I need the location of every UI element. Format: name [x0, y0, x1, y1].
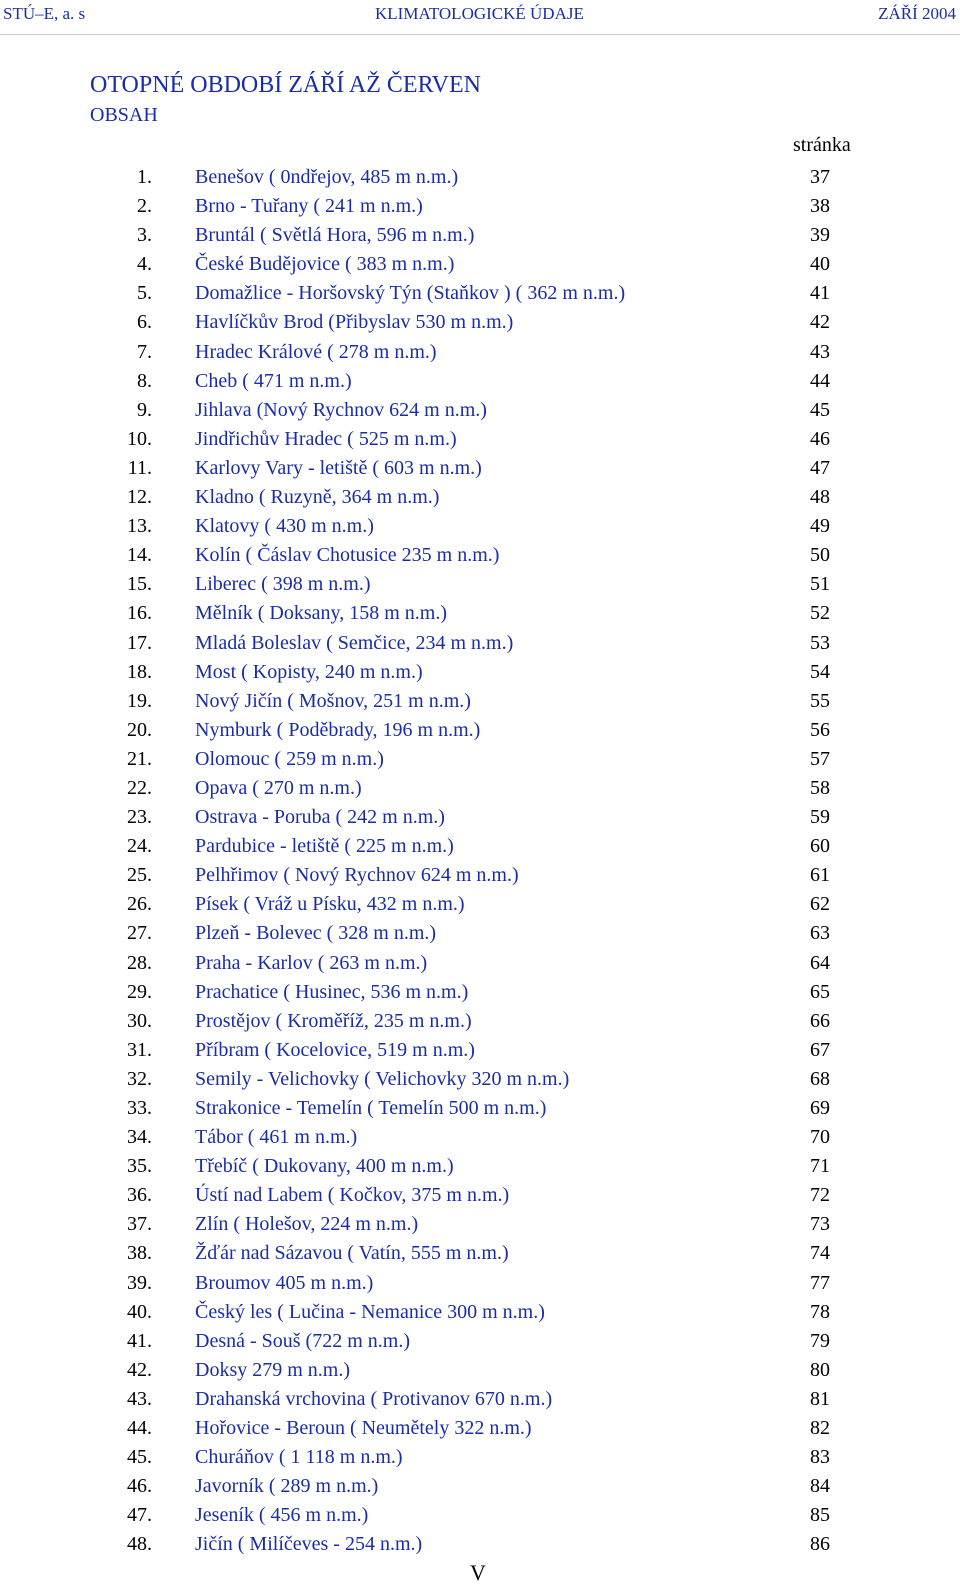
entry-page-number: 86 [810, 1533, 830, 1556]
entry-station-name: Tábor ( 461 m n.m.) [195, 1126, 358, 1149]
entry-station-name: Strakonice - Temelín ( Temelín 500 m n.m.) [195, 1097, 547, 1119]
entry-page-number: 79 [810, 1329, 830, 1352]
toc-entry[interactable] [0, 745, 960, 774]
entry-station-name: Jindřichův Hradec ( 525 m n.m.) [195, 427, 457, 450]
toc-entry[interactable] [0, 454, 960, 483]
toc-entry[interactable] [0, 1094, 960, 1123]
entry-station-name: Třebíč ( Dukovany, 400 m n.m.) [195, 1155, 454, 1178]
entry-page-number: 55 [810, 689, 830, 712]
toc-entry[interactable] [0, 949, 960, 978]
entry-number: 7. [137, 340, 152, 363]
toc-entry[interactable] [0, 1036, 960, 1065]
entry-station-name: Kladno ( Ruzyně, 364 m n.m.) [195, 486, 440, 509]
entry-station-name: Domažlice - Horšovský Týn (Staňkov ) ( 362 m n.m.) [195, 282, 626, 305]
toc-entry[interactable] [0, 541, 960, 570]
entry-number: 30. [127, 1009, 152, 1032]
entry-station-name: Pardubice - letiště ( 225 m n.m.) [195, 835, 454, 858]
entry-number: 22. [127, 776, 152, 799]
entry-station-name: Semily - Velichovky ( Velichovky 320 m n.m.) [195, 1067, 570, 1090]
toc-entry[interactable] [0, 1152, 960, 1181]
entry-station-name: Plzeň - Bolevec ( 328 m n.m.) [195, 922, 437, 945]
toc-entry[interactable] [0, 1472, 960, 1501]
toc-entry[interactable] [0, 1501, 960, 1530]
entry-station-name: Most ( Kopisty, 240 m n.m.) [195, 660, 423, 683]
entry-number: 32. [127, 1067, 152, 1090]
entry-page-number: 70 [810, 1126, 830, 1149]
toc-entry[interactable] [0, 774, 960, 803]
entry-number: 23. [127, 806, 152, 829]
toc-entry[interactable] [0, 716, 960, 745]
toc-entry[interactable] [0, 1327, 960, 1356]
page-column-label: stránka [793, 134, 851, 156]
toc-entry[interactable] [0, 861, 960, 890]
entry-number: 20. [127, 718, 152, 741]
entry-number: 6. [137, 311, 152, 334]
entry-number: 11. [127, 456, 152, 479]
toc-entry[interactable] [0, 832, 960, 861]
entry-station-name: Praha - Karlov ( 263 m n.m.) [195, 951, 428, 974]
entry-station-name: Žďár nad Sázavou ( Vatín, 555 m n.m.) [195, 1242, 509, 1265]
entry-number: 35. [127, 1155, 152, 1178]
entry-station-name: Doksy 279 m n.m.) [195, 1358, 350, 1381]
entry-page-number: 69 [810, 1097, 830, 1119]
toc-entry[interactable] [0, 1123, 960, 1152]
entry-number: 25. [127, 864, 152, 887]
entry-number: 43. [127, 1387, 152, 1410]
entry-page-number: 81 [810, 1387, 830, 1410]
entry-page-number: 62 [810, 893, 830, 916]
page-header [0, 4, 960, 34]
entry-number: 42. [127, 1358, 152, 1381]
entry-number: 4. [137, 253, 152, 276]
entry-number: 26. [127, 893, 152, 916]
entry-station-name: Mělník ( Doksany, 158 m n.m.) [195, 602, 448, 625]
entry-page-number: 37 [810, 166, 830, 188]
entry-number: 8. [137, 369, 152, 392]
entry-station-name: Hořovice - Beroun ( Neumětely 322 n.m.) [195, 1417, 532, 1440]
header-divider [0, 34, 960, 35]
toc-entry[interactable] [0, 250, 960, 279]
entry-number: 47. [127, 1504, 152, 1527]
toc-entry[interactable] [0, 221, 960, 250]
entry-page-number: 80 [810, 1358, 830, 1381]
entry-station-name: Hradec Králové ( 278 m n.m.) [195, 340, 437, 363]
entry-number: 37. [127, 1213, 152, 1236]
toc-entry[interactable] [0, 1530, 960, 1559]
entry-page-number: 73 [810, 1213, 830, 1236]
entry-station-name: Klatovy ( 430 m n.m.) [195, 515, 374, 538]
entry-page-number: 58 [810, 776, 830, 799]
entry-page-number: 43 [810, 340, 830, 363]
toc-entry[interactable] [0, 483, 960, 512]
toc-entry[interactable] [0, 1356, 960, 1385]
entry-page-number: 38 [810, 195, 830, 218]
entry-station-name: Churáňov ( 1 118 m n.m.) [195, 1446, 403, 1469]
entry-station-name: Pelhřimov ( Nový Rychnov 624 m n.m.) [195, 864, 519, 887]
contents-heading: OBSAH [90, 104, 158, 126]
entry-station-name: Olomouc ( 259 m n.m.) [195, 747, 384, 770]
entry-station-name: Desná - Souš (722 m n.m.) [195, 1329, 410, 1352]
entry-number: 28. [127, 951, 152, 974]
entry-number: 36. [127, 1184, 152, 1207]
toc-entry[interactable] [0, 512, 960, 541]
toc-entry[interactable] [0, 978, 960, 1007]
entry-page-number: 84 [810, 1475, 830, 1498]
entry-number: 34. [127, 1126, 152, 1149]
entry-station-name: Nymburk ( Poděbrady, 196 m n.m.) [195, 718, 481, 741]
toc-entry[interactable] [0, 1239, 960, 1268]
toc-entry[interactable] [0, 1414, 960, 1443]
entry-station-name: Ústí nad Labem ( Kočkov, 375 m n.m.) [195, 1184, 510, 1207]
entry-page-number: 49 [810, 515, 830, 538]
toc-entry[interactable] [0, 890, 960, 919]
entry-page-number: 82 [810, 1417, 830, 1440]
toc-entry[interactable] [0, 1181, 960, 1210]
document-title: OTOPNÉ OBDOBÍ ZÁŘÍ AŽ ČERVEN [90, 72, 481, 98]
entry-station-name: Jeseník ( 456 m n.m.) [195, 1504, 369, 1527]
entry-page-number: 56 [810, 718, 830, 741]
entry-number: 46. [127, 1475, 152, 1498]
entry-page-number: 40 [810, 253, 830, 276]
entry-number: 5. [137, 282, 152, 305]
toc-entry[interactable] [0, 1298, 960, 1327]
toc-entry[interactable] [0, 803, 960, 832]
entry-station-name: Benešov ( 0ndřejov, 485 m n.m.) [195, 166, 459, 188]
entry-page-number: 52 [810, 602, 830, 625]
entry-page-number: 46 [810, 427, 830, 450]
entry-number: 29. [127, 980, 152, 1003]
entry-station-name: Písek ( Vráž u Písku, 432 m n.m.) [195, 893, 465, 916]
toc-entry[interactable] [0, 1210, 960, 1239]
entry-number: 40. [127, 1300, 152, 1323]
entry-page-number: 61 [810, 864, 830, 887]
entry-number: 14. [127, 544, 152, 567]
entry-number: 10. [127, 427, 152, 450]
entry-number: 15. [127, 573, 152, 596]
toc-entry[interactable] [0, 279, 960, 308]
entry-page-number: 74 [810, 1242, 830, 1265]
entry-station-name: Drahanská vrchovina ( Protivanov 670 n.m.) [195, 1387, 553, 1410]
entry-page-number: 72 [810, 1184, 830, 1207]
entry-number: 21. [127, 747, 152, 770]
entry-station-name: Liberec ( 398 m n.m.) [195, 573, 371, 596]
entry-station-name: Havlíčkův Brod (Přibyslav 530 m n.m.) [195, 311, 514, 334]
entry-number: 33. [127, 1097, 152, 1119]
entry-page-number: 83 [810, 1446, 830, 1469]
header-section-title: KLIMATOLOGICKÉ ÚDAJE [375, 4, 584, 23]
entry-station-name: Nový Jičín ( Mošnov, 251 m n.m.) [195, 689, 471, 712]
entry-station-name: Zlín ( Holešov, 224 m n.m.) [195, 1213, 419, 1236]
toc-entry[interactable] [0, 687, 960, 716]
toc-entry[interactable] [0, 599, 960, 628]
entry-number: 27. [127, 922, 152, 945]
entry-page-number: 66 [810, 1009, 830, 1032]
entry-number: 19. [127, 689, 152, 712]
toc-entry[interactable] [0, 1007, 960, 1036]
entry-number: 31. [127, 1038, 152, 1061]
entry-station-name: Ostrava - Poruba ( 242 m n.m.) [195, 806, 445, 829]
toc-entry[interactable] [0, 1065, 960, 1094]
entry-page-number: 51 [810, 573, 830, 596]
entry-station-name: Příbram ( Kocelovice, 519 m n.m.) [195, 1038, 475, 1061]
entry-station-name: Jičín ( Milíčeves - 254 n.m.) [195, 1533, 423, 1556]
entry-station-name: Jihlava (Nový Rychnov 624 m n.m.) [195, 398, 487, 421]
entry-page-number: 42 [810, 311, 830, 334]
entry-page-number: 54 [810, 660, 830, 683]
entry-station-name: Prachatice ( Husinec, 536 m n.m.) [195, 980, 469, 1003]
entry-page-number: 44 [810, 369, 830, 392]
entry-station-name: Český les ( Lučina - Nemanice 300 m n.m.) [195, 1300, 545, 1323]
toc-entry[interactable] [0, 919, 960, 948]
toc-entry[interactable] [0, 425, 960, 454]
entry-station-name: Opava ( 270 m n.m.) [195, 776, 362, 799]
header-organization: STÚ–E, a. s [3, 4, 86, 23]
entry-station-name: Broumov 405 m n.m.) [195, 1271, 374, 1294]
entry-page-number: 85 [810, 1504, 830, 1527]
table-of-contents [0, 163, 960, 1560]
entry-page-number: 48 [810, 486, 830, 509]
entry-page-number: 77 [810, 1271, 830, 1294]
entry-station-name: Prostějov ( Kroměříž, 235 m n.m.) [195, 1009, 472, 1032]
entry-number: 39. [127, 1271, 152, 1294]
entry-page-number: 45 [810, 398, 830, 421]
entry-page-number: 53 [810, 631, 830, 654]
entry-page-number: 65 [810, 980, 830, 1003]
entry-page-number: 57 [810, 747, 830, 770]
entry-number: 48. [127, 1533, 152, 1556]
entry-station-name: Bruntál ( Světlá Hora, 596 m n.m.) [195, 224, 475, 247]
entry-number: 9. [137, 398, 152, 421]
toc-entry[interactable] [0, 192, 960, 221]
entry-page-number: 67 [810, 1038, 830, 1061]
entry-number: 45. [127, 1446, 152, 1469]
header-date: ZÁŘÍ 2004 [878, 4, 956, 23]
entry-station-name: Kolín ( Čáslav Chotusice 235 m n.m.) [195, 544, 500, 567]
entry-number: 3. [137, 224, 152, 247]
entry-number: 44. [127, 1417, 152, 1440]
entry-page-number: 64 [810, 951, 830, 974]
entry-number: 1. [137, 166, 152, 188]
entry-station-name: Cheb ( 471 m n.m.) [195, 369, 352, 392]
entry-page-number: 47 [810, 456, 830, 479]
toc-entry[interactable] [0, 1385, 960, 1414]
entry-number: 17. [127, 631, 152, 654]
entry-station-name: České Budějovice ( 383 m n.m.) [195, 253, 455, 276]
entry-number: 38. [127, 1242, 152, 1265]
toc-entry[interactable] [0, 1269, 960, 1298]
entry-page-number: 63 [810, 922, 830, 945]
entry-number: 12. [127, 486, 152, 509]
toc-entry[interactable] [0, 163, 960, 192]
entry-page-number: 41 [810, 282, 830, 305]
entry-number: 18. [127, 660, 152, 683]
entry-page-number: 71 [810, 1155, 830, 1178]
entry-number: 41. [127, 1329, 152, 1352]
toc-entry[interactable] [0, 570, 960, 599]
toc-entry[interactable] [0, 367, 960, 396]
entry-page-number: 39 [810, 224, 830, 247]
entry-page-number: 59 [810, 806, 830, 829]
toc-entry[interactable] [0, 308, 960, 337]
entry-page-number: 60 [810, 835, 830, 858]
entry-number: 24. [127, 835, 152, 858]
entry-page-number: 50 [810, 544, 830, 567]
toc-entry[interactable] [0, 1443, 960, 1472]
entry-number: 2. [137, 195, 152, 218]
entry-station-name: Brno - Tuřany ( 241 m n.m.) [195, 195, 423, 218]
entry-page-number: 68 [810, 1067, 830, 1090]
toc-entry[interactable] [0, 658, 960, 687]
entry-number: 13. [127, 515, 152, 538]
toc-entry[interactable] [0, 338, 960, 367]
toc-entry[interactable] [0, 396, 960, 425]
entry-station-name: Javorník ( 289 m n.m.) [195, 1475, 379, 1498]
entry-station-name: Mladá Boleslav ( Semčice, 234 m n.m.) [195, 631, 514, 654]
page-number: V [470, 1560, 486, 1585]
entry-page-number: 78 [810, 1300, 830, 1323]
entry-station-name: Karlovy Vary - letiště ( 603 m n.m.) [195, 456, 482, 479]
toc-entry[interactable] [0, 629, 960, 658]
entry-number: 16. [127, 602, 152, 625]
